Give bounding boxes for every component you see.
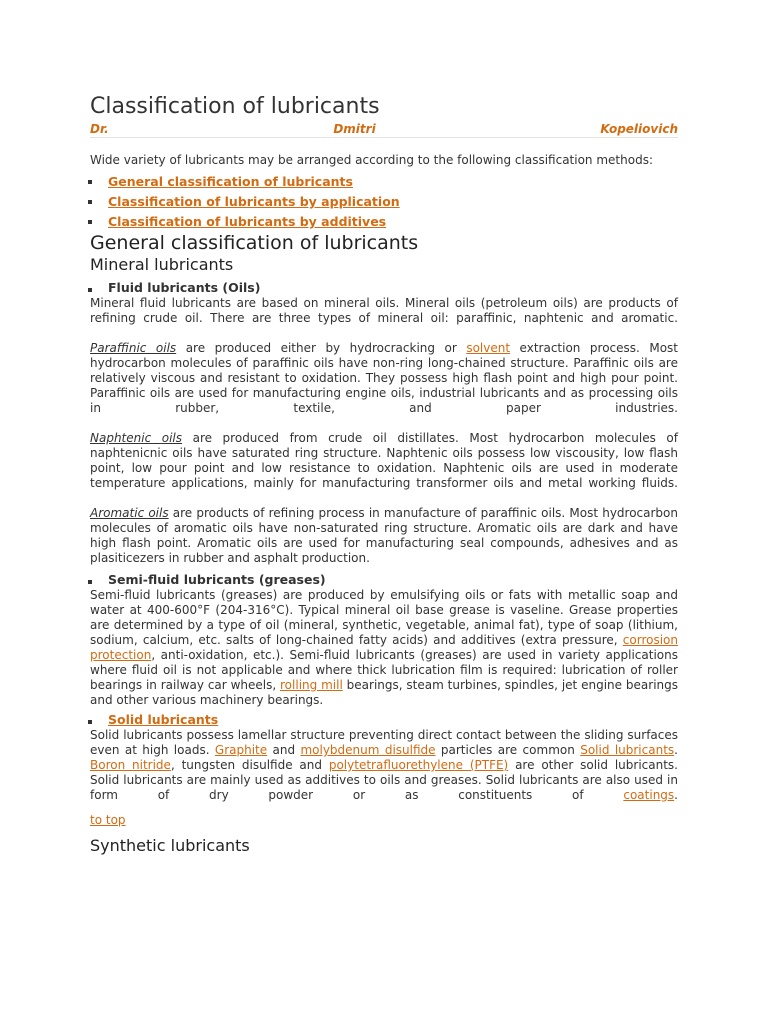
- semi-fluid-paragraph: Semi-fluid lubricants (greases) are produced by emulsifying oils or fats with metallic soap and water at 400-600°F (204-316°C). Typical mineral oil base grease is vaseline. Grease properties are determined by a type of oil (mineral, synthetic, vegetable, animal fat), type of soap (lithium, sodium, calcium, etc. salts of long-chained fatty acids) and additives (extra pressure, corrosion protection, anti-oxidation, etc.). Semi-fluid lubricants (greases) are used in variety applications where fluid oil is not applicable and where thick lubrication film is required: lubrication of roller bearings in railway car wheels, rolling mill bearings, steam turbines, spindles, jet engine bearings and other various machinery bearings.: [90, 588, 678, 707]
- aromatic-term: Aromatic oils: [90, 506, 169, 520]
- rolling-mill-link[interactable]: rolling mill: [280, 678, 343, 692]
- subheading-fluid: Fluid lubricants (Oils): [90, 280, 678, 296]
- author-byline[interactable]: [90, 122, 678, 138]
- toc-item: [90, 172, 678, 192]
- toc-item: [90, 192, 678, 212]
- ptfe-link[interactable]: polytetrafluorethylene (PTFE): [328, 758, 509, 772]
- author-first[interactable]: Dr.: [90, 122, 109, 136]
- naphtenic-term: Naphtenic oils: [90, 431, 183, 445]
- solid-paragraph: Solid lubricants possess lamellar structure preventing direct contact between the sliding surfaces even at high loads. Graphite and molybdenum disulfide particles are common Solid lubricants. Boron nitride, tungsten disulfide and polytetrafluorethylene (PTFE) are other solid lubricants. Solid lubricants are mainly used as additives to oils and greases. Solid lubricants are also used in form of dry powder or as constituents of coatings.: [90, 728, 678, 802]
- subheading-solid: [90, 712, 678, 728]
- author-last[interactable]: Kopeliovich: [600, 122, 678, 136]
- paraffinic-paragraph: Paraffinic oils are produced either by hydrocracking or solvent extraction process. Most hydrocarbon molecules of paraffinic oils have non-ring long-chained structure. Paraffinic oils are relatively viscous and resistant to oxidation. They possess high flash point and high pour point. Paraffinic oils are used for manufacturing engine oils, industrial lubricants and as processing oils in rubber, textile, and paper industries.: [90, 341, 679, 415]
- aromatic-paragraph: Aromatic oils are products of refining process in manufacture of paraffinic oils. Most hydrocarbon molecules of aromatic oils have non-saturated ring structure. Aromatic oils are dark and have high flash point. Aromatic oils are used for manufacturing seal compounds, adhesives and as plasiticezers in rubber and asphalt production.: [90, 506, 678, 565]
- intro-text: Wide variety of lubricants may be arranged according to the following classification methods:: [90, 153, 653, 167]
- toc-link-application[interactable]: Classification of lubricants by application: [108, 194, 400, 209]
- table-of-contents: [90, 172, 678, 232]
- molybdenum-disulfide-link[interactable]: molybdenum disulfide: [300, 743, 436, 757]
- solvent-link[interactable]: solvent: [466, 341, 511, 355]
- subheading-semi-fluid: Semi-fluid lubricants (greases): [90, 572, 678, 588]
- to-top: [90, 813, 678, 827]
- article: [90, 92, 678, 861]
- solid-lubricants-heading-link[interactable]: Solid lubricants: [108, 712, 219, 727]
- toc-item: [90, 212, 678, 232]
- page-title: Classification of lubricants: [90, 94, 380, 119]
- to-top-link[interactable]: to top: [90, 813, 126, 827]
- corrosion-protection-link[interactable]: corrosion protection: [90, 633, 678, 662]
- fluid-paragraph: Mineral fluid lubricants are based on mineral oils. Mineral oils (petroleum oils) are products of refining crude oil. There are three types of mineral oil: paraffinic, naphtenic and aromatic.: [90, 296, 678, 325]
- toc-link-additives[interactable]: Classification of lubricants by additives: [108, 214, 387, 229]
- toc-link-general[interactable]: General classification of lubricants: [108, 174, 353, 189]
- naphtenic-paragraph: Naphtenic oils are produced from crude oil distillates. Most hydrocarbon molecules of naphtenicnic oils have saturated ring structure. Naphtenic oils possess low viscousity, low flash point, low pour point and low resistance to oxidation. Naphtenic oils are used in moderate temperature applications, mainly for manufacturing transformer oils and metal working fluids.: [90, 431, 678, 490]
- boron-nitride-link[interactable]: Boron nitride: [90, 758, 171, 772]
- author-middle[interactable]: Dmitri: [333, 122, 376, 136]
- paraffinic-term: Paraffinic oils: [90, 341, 177, 355]
- solid-lubricants-link[interactable]: Solid lubricants: [580, 743, 675, 757]
- section-heading-synthetic: Synthetic lubricants: [90, 836, 250, 855]
- section-heading-mineral: Mineral lubricants: [90, 255, 234, 274]
- coatings-link[interactable]: coatings: [623, 788, 675, 802]
- section-heading-general: General classification of lubricants: [90, 232, 419, 254]
- graphite-link[interactable]: Graphite: [214, 743, 268, 757]
